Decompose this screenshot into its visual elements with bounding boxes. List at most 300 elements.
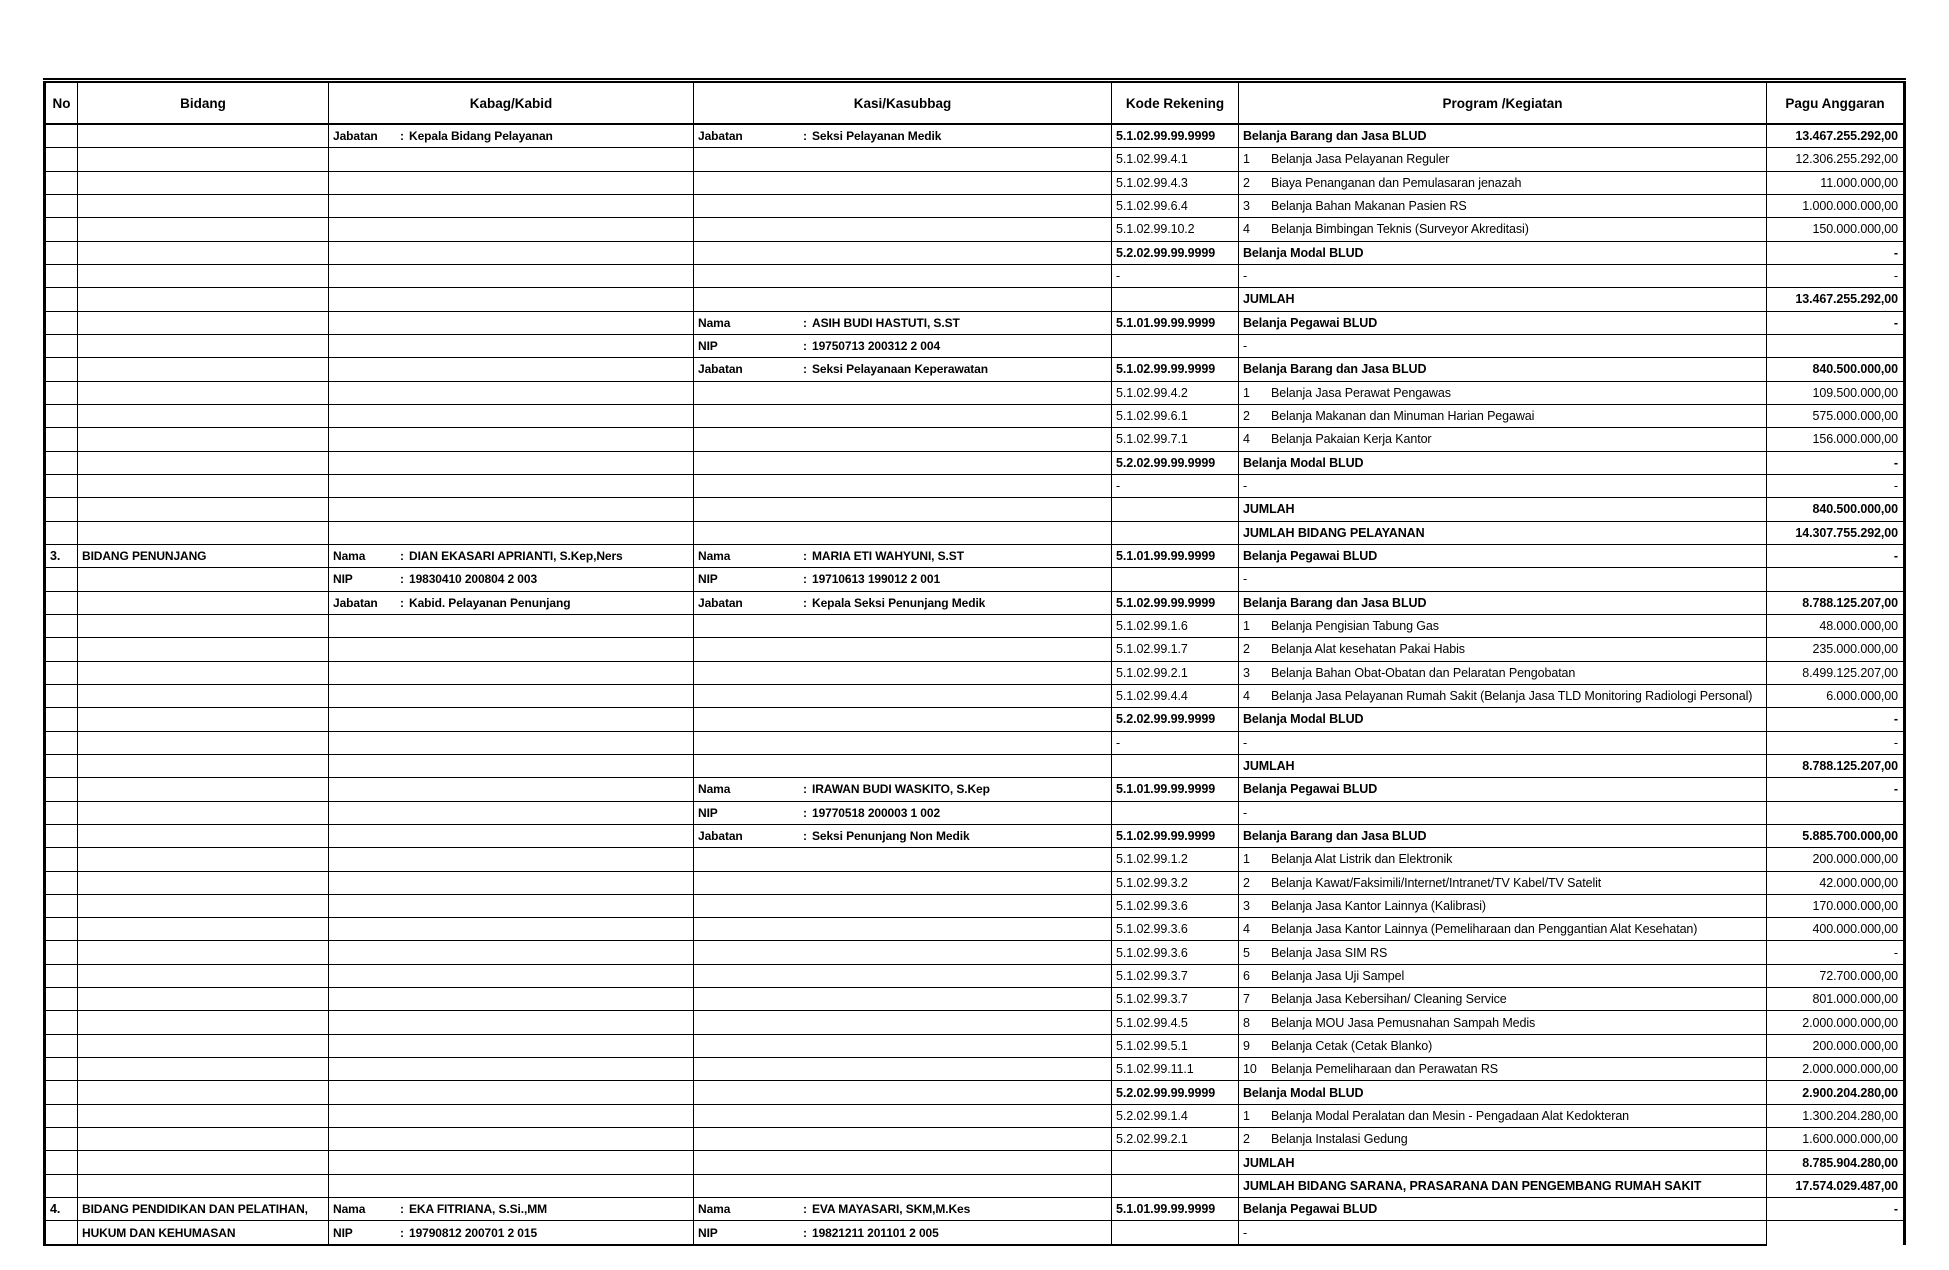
program-cell [1239,1128,1767,1151]
pagu-anggaran-cell: 42.000.000,00 [1767,871,1905,894]
program-item-text: Belanja Bahan Obat-Obatan dan Pelaratan Pengobatan [1271,665,1576,680]
program-item-text: Belanja Jasa Kebersihan/ Cleaning Service [1271,992,1507,1007]
program-cell: Belanja Pegawai BLUD [1239,311,1767,334]
no-cell [45,848,78,871]
no-cell [45,381,78,404]
kasi-cell [694,1104,1112,1127]
kabag-cell [329,894,694,917]
program-item-number: 2 [1243,875,1250,890]
kabag-cell [329,1221,694,1245]
bidang-cell [78,1104,329,1127]
kabag-cell [329,334,694,357]
program-cell: Belanja Pegawai BLUD [1239,778,1767,801]
bidang-cell [78,451,329,474]
pagu-anggaran-cell: 840.500.000,00 [1767,498,1905,521]
bidang-cell [78,894,329,917]
pagu-anggaran-cell: - [1767,451,1905,474]
kode-rekening-cell [1112,754,1239,777]
kode-rekening-cell: 5.1.02.99.6.4 [1112,194,1239,217]
no-cell [45,591,78,614]
kabag-cell [329,194,694,217]
program-item-text: Belanja Alat Listrik dan Elektronik [1271,852,1453,867]
person-value: Seksi Penunjang Non Medik [812,829,970,843]
no-cell [45,288,78,311]
kabag-cell [329,1034,694,1057]
kode-rekening-cell: 5.1.02.99.3.7 [1112,964,1239,987]
table-row [45,1034,1905,1057]
table-row [45,1128,1905,1151]
budget-table-sheet [43,78,1903,1246]
kasi-cell [694,684,1112,707]
kasi-cell [694,241,1112,264]
pagu-anggaran-cell: 14.307.755.292,00 [1767,521,1905,544]
pagu-anggaran-cell: - [1767,474,1905,497]
person-label: NIP [698,572,718,587]
person-value: Seksi Pelayanan Medik [812,129,942,144]
no-cell [45,194,78,217]
no-cell [45,264,78,287]
person-label: Jabatan [698,129,743,144]
program-cell [1239,871,1767,894]
table-row [45,474,1905,497]
kode-rekening-cell: 5.1.02.99.3.7 [1112,988,1239,1011]
header-kabag-kabid: Kabag/Kabid [329,81,694,125]
no-cell [45,731,78,754]
bidang-cell [78,1034,329,1057]
table-row [45,1174,1905,1197]
program-cell: - [1239,568,1767,591]
table-row [45,1011,1905,1034]
pagu-anggaran-cell: 8.785.904.280,00 [1767,1151,1905,1174]
bidang-cell [78,498,329,521]
bidang-cell [78,708,329,731]
kabag-cell [329,614,694,637]
table-row [45,708,1905,731]
no-cell [45,684,78,707]
kode-rekening-cell: 5.1.02.99.99.9999 [1112,591,1239,614]
no-cell [45,894,78,917]
no-cell [45,1081,78,1104]
kabag-cell [329,568,694,591]
program-item-number: 2 [1243,642,1250,657]
bidang-cell [78,684,329,707]
kabag-cell [329,1198,694,1221]
kasi-cell [694,941,1112,964]
kabag-cell [329,1058,694,1081]
kasi-cell [694,801,1112,824]
colon-separator: : [400,549,404,564]
program-item-text: Belanja Instalasi Gedung [1271,1132,1408,1147]
kabag-cell [329,731,694,754]
program-cell [1239,614,1767,637]
bidang-cell [78,474,329,497]
table-body [45,124,1905,1245]
table-row [45,591,1905,614]
kabag-cell [329,1151,694,1174]
no-cell [45,521,78,544]
bidang-cell [78,754,329,777]
kode-rekening-cell: 5.2.02.99.99.9999 [1112,708,1239,731]
pagu-anggaran-cell: - [1767,311,1905,334]
header-bidang: Bidang [78,81,329,125]
pagu-anggaran-cell: 6.000.000,00 [1767,684,1905,707]
no-cell [45,1011,78,1034]
kode-rekening-cell: 5.1.02.99.3.6 [1112,894,1239,917]
kasi-cell [694,614,1112,637]
header-pagu-anggaran: Pagu Anggaran [1767,81,1905,125]
kode-rekening-cell: - [1112,264,1239,287]
pagu-anggaran-cell: 17.574.029.487,00 [1767,1174,1905,1197]
program-item-number: 1 [1243,1108,1250,1123]
pagu-anggaran-cell: 2.000.000.000,00 [1767,1058,1905,1081]
pagu-anggaran-cell: 400.000.000,00 [1767,918,1905,941]
kasi-cell [694,778,1112,801]
kabag-cell [329,381,694,404]
program-item-number: 1 [1243,152,1250,167]
bidang-cell [78,638,329,661]
pagu-anggaran-cell: 2.900.204.280,00 [1767,1081,1905,1104]
program-cell: Belanja Barang dan Jasa BLUD [1239,824,1767,847]
kode-rekening-cell: 5.1.02.99.5.1 [1112,1034,1239,1057]
pagu-anggaran-cell: 8.788.125.207,00 [1767,754,1905,777]
kasi-cell [694,521,1112,544]
program-cell [1239,428,1767,451]
kode-rekening-cell [1112,801,1239,824]
program-cell: JUMLAH BIDANG SARANA, PRASARANA DAN PENGEMBANG RUMAH SAKIT [1239,1174,1767,1197]
pagu-anggaran-cell: 200.000.000,00 [1767,848,1905,871]
kasi-cell [694,848,1112,871]
pagu-anggaran-cell: 1.600.000.000,00 [1767,1128,1905,1151]
no-cell [45,1034,78,1057]
kabag-cell [329,311,694,334]
no-cell [45,1058,78,1081]
bidang-cell [78,591,329,614]
program-item-number: 7 [1243,992,1250,1007]
program-item-number: 1 [1243,385,1250,400]
person-value: 19710613 199012 2 001 [812,572,941,587]
bidang-cell [78,661,329,684]
no-cell [45,218,78,241]
header-kode-rekening: Kode Rekening [1112,81,1239,125]
bidang-cell [78,521,329,544]
program-item-text: Belanja Makanan dan Minuman Harian Pegawai [1271,409,1535,424]
program-item-number: 2 [1243,1132,1250,1147]
kode-rekening-cell: 5.1.02.99.4.4 [1112,684,1239,707]
kode-rekening-cell: 5.2.02.99.99.9999 [1112,1081,1239,1104]
program-item-text: Belanja Jasa Kantor Lainnya (Pemeliharaan dan Penggantian Alat Kesehatan) [1271,922,1698,937]
table-row [45,801,1905,824]
pagu-anggaran-cell: 48.000.000,00 [1767,614,1905,637]
colon-separator: : [400,129,404,144]
kabag-cell [329,1174,694,1197]
no-cell [45,614,78,637]
program-item-number: 3 [1243,898,1250,913]
kasi-cell [694,1058,1112,1081]
person-value: MARIA ETI WAHYUNI, S.ST [812,549,964,564]
budget-table [43,78,1906,1246]
no-cell [45,334,78,357]
kabag-cell [329,218,694,241]
person-label: Jabatan [698,829,743,843]
pagu-anggaran-cell: 13.467.255.292,00 [1767,288,1905,311]
program-cell: - [1239,474,1767,497]
kabag-cell [329,264,694,287]
kasi-cell [694,708,1112,731]
program-cell [1239,684,1767,707]
pagu-anggaran-cell: 13.467.255.292,00 [1767,124,1905,148]
kode-rekening-cell: 5.1.02.99.1.2 [1112,848,1239,871]
kabag-cell [329,1011,694,1034]
table-row [45,311,1905,334]
table-row [45,918,1905,941]
bidang-cell [78,1174,329,1197]
colon-separator: : [803,129,807,144]
pagu-anggaran-cell [1767,334,1905,357]
kasi-cell [694,1198,1112,1221]
kasi-cell [694,1034,1112,1057]
kode-rekening-cell: - [1112,474,1239,497]
header-no: No [45,81,78,125]
kabag-cell [329,754,694,777]
program-item-text: Belanja Pengisian Tabung Gas [1271,619,1439,634]
bidang-cell [78,1081,329,1104]
kasi-cell [694,1011,1112,1034]
no-cell [45,124,78,148]
program-item-number: 2 [1243,409,1250,424]
program-cell [1239,661,1767,684]
program-item-text: Belanja Jasa Kantor Lainnya (Kalibrasi) [1271,898,1486,913]
bidang-cell: BIDANG PENDIDIKAN DAN PELATIHAN, [78,1198,329,1221]
table-row [45,824,1905,847]
kasi-cell [694,498,1112,521]
pagu-anggaran-cell [1767,801,1905,824]
no-cell [45,451,78,474]
program-cell [1239,171,1767,194]
program-cell: Belanja Pegawai BLUD [1239,1198,1767,1221]
colon-separator: : [803,805,807,820]
table-row [45,1104,1905,1127]
kode-rekening-cell: - [1112,731,1239,754]
kasi-cell [694,1174,1112,1197]
colon-separator: : [803,315,807,330]
program-item-text: Belanja Jasa Pelayanan Rumah Sakit (Belanja Jasa TLD Monitoring Radiologi Personal) [1271,689,1753,704]
person-label: Jabatan [333,129,378,144]
person-value: Kepala Seksi Penunjang Medik [812,595,986,610]
kasi-cell [694,218,1112,241]
person-label: Nama [698,782,731,797]
no-cell [45,428,78,451]
kabag-cell [329,1081,694,1104]
no-cell [45,754,78,777]
colon-separator: : [803,1225,807,1240]
pagu-anggaran-cell [1767,1221,1905,1245]
bidang-cell [78,964,329,987]
table-row [45,684,1905,707]
person-value: EKA FITRIANA, S.Si.,MM [409,1202,548,1217]
program-cell: Belanja Barang dan Jasa BLUD [1239,124,1767,148]
no-cell: 4. [45,1198,78,1221]
program-item-text: Belanja Jasa Perawat Pengawas [1271,385,1451,400]
program-item-text: Biaya Penanganan dan Pemulasaran jenazah [1271,175,1522,190]
no-cell [45,871,78,894]
colon-separator: : [803,549,807,564]
table-row [45,848,1905,871]
program-item-number: 8 [1243,1015,1250,1030]
person-label: Nama [698,315,731,330]
table-row [45,451,1905,474]
table-row [45,1221,1905,1245]
program-cell: JUMLAH [1239,1151,1767,1174]
kasi-cell [694,591,1112,614]
pagu-anggaran-cell: 1.000.000.000,00 [1767,194,1905,217]
kasi-cell [694,754,1112,777]
bidang-cell [78,218,329,241]
kode-rekening-cell: 5.1.02.99.99.9999 [1112,358,1239,381]
table-row [45,614,1905,637]
pagu-anggaran-cell: 801.000.000,00 [1767,988,1905,1011]
kasi-cell [694,451,1112,474]
bidang-cell [78,614,329,637]
table-row [45,218,1905,241]
kode-rekening-cell: 5.1.02.99.2.1 [1112,661,1239,684]
person-value: DIAN EKASARI APRIANTI, S.Kep,Ners [409,549,623,564]
program-cell [1239,1058,1767,1081]
no-cell [45,474,78,497]
kode-rekening-cell: 5.1.02.99.4.3 [1112,171,1239,194]
header-program-kegiatan: Program /Kegiatan [1239,81,1767,125]
person-value: 19821211 201101 2 005 [812,1225,939,1240]
bidang-cell [78,848,329,871]
program-cell [1239,381,1767,404]
bidang-cell [78,871,329,894]
kabag-cell [329,358,694,381]
program-item-number: 9 [1243,1038,1250,1053]
program-cell: JUMLAH BIDANG PELAYANAN [1239,521,1767,544]
pagu-anggaran-cell: 72.700.000,00 [1767,964,1905,987]
person-label: NIP [698,1225,718,1240]
kabag-cell [329,778,694,801]
program-cell [1239,1011,1767,1034]
pagu-anggaran-cell: 11.000.000,00 [1767,171,1905,194]
program-item-number: 4 [1243,689,1250,704]
bidang-cell [78,568,329,591]
bidang-cell [78,1151,329,1174]
kabag-cell [329,871,694,894]
table-row [45,1198,1905,1221]
colon-separator: : [400,572,404,587]
colon-separator: : [803,1202,807,1217]
colon-separator: : [400,595,404,610]
person-value: EVA MAYASARI, SKM,M.Kes [812,1202,971,1217]
no-cell [45,1104,78,1127]
kode-rekening-cell [1112,288,1239,311]
kabag-cell [329,941,694,964]
program-cell [1239,638,1767,661]
kabag-cell [329,964,694,987]
no-cell [45,1174,78,1197]
kode-rekening-cell: 5.1.02.99.99.9999 [1112,824,1239,847]
no-cell [45,801,78,824]
kabag-cell [329,474,694,497]
pagu-anggaran-cell: 235.000.000,00 [1767,638,1905,661]
kode-rekening-cell: 5.1.02.99.4.1 [1112,148,1239,171]
program-cell [1239,1034,1767,1057]
person-label: NIP [698,339,718,354]
kasi-cell [694,731,1112,754]
pagu-anggaran-cell: - [1767,544,1905,567]
no-cell [45,148,78,171]
kasi-cell [694,544,1112,567]
kabag-cell [329,988,694,1011]
program-item-number: 6 [1243,968,1250,983]
pagu-anggaran-cell: 1.300.204.280,00 [1767,1104,1905,1127]
program-cell: - [1239,731,1767,754]
no-cell: 3. [45,544,78,567]
program-item-text: Belanja Bahan Makanan Pasien RS [1271,199,1467,214]
table-row [45,964,1905,987]
bidang-cell [78,731,329,754]
kasi-cell [694,358,1112,381]
colon-separator: : [400,1202,404,1217]
pagu-anggaran-cell: - [1767,241,1905,264]
program-cell: JUMLAH [1239,498,1767,521]
kabag-cell [329,428,694,451]
table-row [45,428,1905,451]
program-cell [1239,194,1767,217]
bidang-cell [78,381,329,404]
person-value: 19830410 200804 2 003 [409,572,538,587]
kasi-cell [694,988,1112,1011]
kode-rekening-cell: 5.1.02.99.99.9999 [1112,124,1239,148]
table-row [45,171,1905,194]
no-cell [45,358,78,381]
kabag-cell [329,824,694,847]
no-cell [45,241,78,264]
table-row [45,1058,1905,1081]
kode-rekening-cell: 5.1.02.99.10.2 [1112,218,1239,241]
kode-rekening-cell [1112,1221,1239,1245]
program-item-text: Belanja Bimbingan Teknis (Surveyor Akreditasi) [1271,222,1529,237]
program-cell [1239,218,1767,241]
program-item-text: Belanja Jasa Uji Sampel [1271,968,1405,983]
bidang-cell [78,334,329,357]
kabag-cell [329,241,694,264]
kode-rekening-cell: 5.1.02.99.3.6 [1112,918,1239,941]
program-item-number: 5 [1243,945,1250,960]
no-cell [45,311,78,334]
colon-separator: : [803,362,807,377]
kasi-cell [694,194,1112,217]
kasi-cell [694,334,1112,357]
bidang-cell [78,778,329,801]
program-cell [1239,1104,1767,1127]
bidang-cell [78,1128,329,1151]
program-cell [1239,894,1767,917]
table-header [45,81,1905,125]
program-item-text: Belanja Jasa SIM RS [1271,945,1388,960]
program-cell [1239,848,1767,871]
program-cell: Belanja Modal BLUD [1239,1081,1767,1104]
program-item-number: 4 [1243,922,1250,937]
table-row [45,288,1905,311]
bidang-cell [78,358,329,381]
bidang-cell [78,918,329,941]
program-cell: - [1239,334,1767,357]
no-cell [45,708,78,731]
person-value: 19750713 200312 2 004 [812,339,941,354]
kode-rekening-cell: 5.1.02.99.1.7 [1112,638,1239,661]
pagu-anggaran-cell: 840.500.000,00 [1767,358,1905,381]
